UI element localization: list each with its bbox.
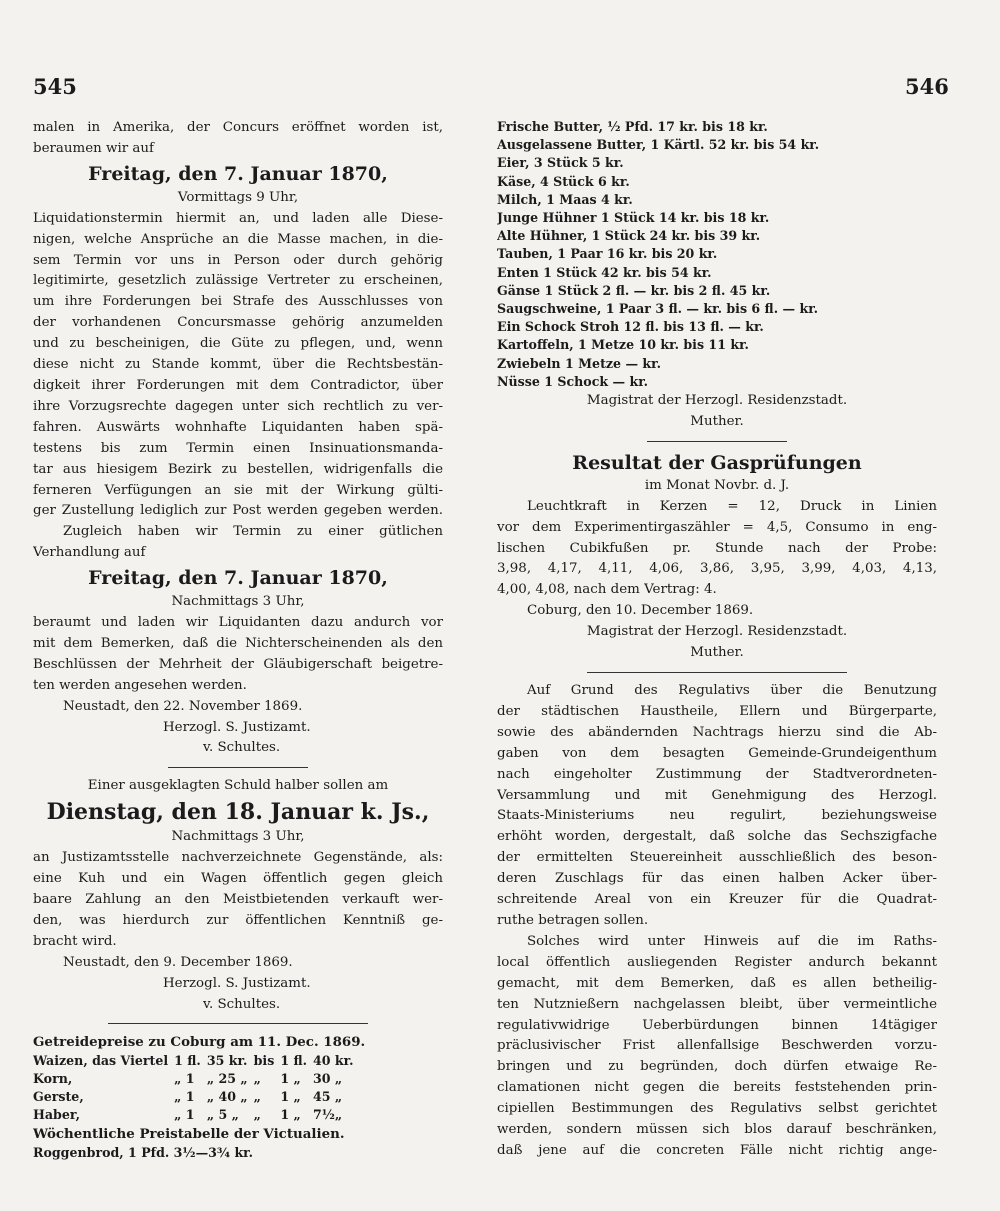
table-cell: 1 fl. xyxy=(280,1053,308,1069)
notice-line: gaben von dem besagten Gemeinde-Grundeigenthum xyxy=(497,745,937,761)
time-line: Vormittags 9 Uhr, xyxy=(177,189,299,205)
notice-line: ger Zustellung lediglich zur Post werden gegeben werden. xyxy=(33,503,443,519)
table-row xyxy=(33,1106,360,1124)
notice-line: tar aus hiesigem Bezirk zu bestellen, widrigenfalls die xyxy=(33,461,443,477)
notice-line: ten Nutznießern nachgelassen bleibt, über vermeintliche xyxy=(497,996,937,1012)
notice-line: fahren. Auswärts wohnhafte Liquidanten haben spä- xyxy=(33,419,443,435)
magistrate-name: Muther. xyxy=(690,413,744,429)
divider xyxy=(587,672,847,673)
table-cell: „ xyxy=(253,1089,261,1105)
notice-line: legitimirte, gesetzlich zulässige Vertreter zu erscheinen, xyxy=(33,273,443,289)
notice-line: Versammlung und mit Genehmigung des Herzogl. xyxy=(497,787,937,803)
magistrate-signature: Magistrat der Herzogl. Residenzstadt. xyxy=(586,393,848,409)
notice-line: Staats-Ministeriums neu regulirt, beziehungsweise xyxy=(497,808,937,824)
notice-line: Zugleich haben wir Termin zu einer gütlichen xyxy=(63,524,443,540)
auction-notice xyxy=(33,776,443,1015)
table-cell: 1 fl. xyxy=(174,1053,201,1069)
divider xyxy=(647,441,787,442)
notice-line: der vorhandenen Concursmasse gehörig anzumelden xyxy=(33,315,443,331)
list-item: Saugschweine, 1 Paar 3 fl. — kr. bis 6 fl. — kr. xyxy=(497,301,819,317)
date-heading: Freitag, den 7. Januar 1870, xyxy=(88,162,388,185)
date-heading: Freitag, den 7. Januar 1870, xyxy=(88,567,388,590)
list-item: Gänse 1 Stück 2 fl. — kr. bis 2 fl. 45 kr. xyxy=(497,282,771,298)
list-item: Zwiebeln 1 Metze — kr. xyxy=(497,355,662,371)
notice-line: bracht wird. xyxy=(33,933,117,949)
notice-line: gemacht, mit dem Bemerken, daß es allen betheilig- xyxy=(497,975,937,991)
notice-line: Liquidationstermin hiermit an, und laden alle Diese- xyxy=(33,210,443,226)
notice-line: bringen und zu begründen, doch dürfen etwaige Re- xyxy=(497,1059,937,1075)
gas-subtitle: im Monat Novbr. d. J. xyxy=(644,477,790,493)
regulation-notice xyxy=(497,681,937,1162)
notice-line: testens bis zum Termin einen Insinuationsmanda- xyxy=(33,440,443,456)
grain-prices-title: Getreidepreise zu Coburg am 11. Dec. 1869. xyxy=(33,1034,366,1051)
notice-line: digkeit ihrer Forderungen mit dem Contradictor, über xyxy=(33,377,443,393)
notice-line: an Justizamtsstelle nachverzeichnete Gegenstände, als: xyxy=(33,850,443,866)
bread-price: Roggenbrod, 1 Pfd. 3½—3¾ kr. xyxy=(33,1145,254,1161)
notice-line: ihre Vorzugsrechte dagegen unter sich rechtlich zu ver- xyxy=(33,398,443,414)
gas-test-results xyxy=(497,450,937,664)
list-item: Käse, 4 Stück 6 kr. xyxy=(497,173,630,189)
notice-line: malen in Amerika, der Concurs eröffnet worden ist, xyxy=(33,120,443,135)
notice-date: Neustadt, den 22. November 1869. xyxy=(63,698,303,714)
notice-line: schreitende Areal von ein Kreuzer für die Quadrat- xyxy=(497,892,937,908)
list-item: Ausgelassene Butter, 1 Kärtl. 52 kr. bis 54 kr. xyxy=(497,137,820,153)
gas-line: 4,00, 4,08, nach dem Vertrag: 4. xyxy=(497,582,717,598)
table-cell: 1 „ xyxy=(280,1071,301,1087)
notice-line: diese nicht zu Stande kommt, über die Rechtsbestän- xyxy=(33,357,443,373)
table-cell: bis xyxy=(253,1053,275,1069)
list-item: Nüsse 1 Schock — kr. xyxy=(497,373,649,389)
notice-line: Auf Grund des Regulativs über die Benutzung xyxy=(527,683,937,699)
notice-line: beraumt und laden wir Liquidanten dazu andurch vor xyxy=(33,615,443,631)
table-cell: 35 kr. xyxy=(206,1053,248,1069)
right-column xyxy=(497,118,937,1162)
table-row xyxy=(33,1088,360,1106)
list-item: Ein Schock Stroh 12 fl. bis 13 fl. — kr. xyxy=(497,319,764,335)
table-cell: 7½„ xyxy=(313,1107,343,1123)
notice-line: ten werden angesehen werden. xyxy=(33,677,247,693)
notice-line: Beschlüssen der Mehrheit der Gläubigerschaft beigetre- xyxy=(33,656,443,672)
table-cell: „ 40 „ xyxy=(206,1089,248,1105)
bankruptcy-notice xyxy=(33,118,443,759)
list-item: Alte Hühner, 1 Stück 24 kr. bis 39 kr. xyxy=(497,228,761,244)
table-cell: 40 kr. xyxy=(313,1053,354,1069)
magistrate-signature: Magistrat der Herzogl. Residenzstadt. xyxy=(586,624,848,640)
notice-line: local öffentlich ausliegenden Register andurch bekannt xyxy=(497,954,937,970)
victuals-title: Wöchentliche Preistabelle der Victualien. xyxy=(33,1126,345,1143)
table-cell: „ 1 xyxy=(174,1107,195,1123)
notice-line: sowie des abändernden Nachtrags hierzu sind die Ab- xyxy=(497,724,937,740)
grain-prices xyxy=(33,1032,443,1162)
notice-line: der städtischen Haustheile, Ellern und Bürgerparte, xyxy=(497,703,937,719)
gas-title: Resultat der Gasprüfungen xyxy=(572,451,862,474)
notice-line: eine Kuh und ein Wagen öffentlich gegen gleich xyxy=(33,871,443,887)
table-cell: „ xyxy=(253,1107,261,1123)
list-item: Tauben, 1 Paar 16 kr. bis 20 kr. xyxy=(497,246,718,262)
notice-signature: Herzogl. S. Justizamt. xyxy=(163,975,311,991)
notice-line: der ermittelten Steuereinheit ausschließlich des beson- xyxy=(497,850,937,866)
gas-line: Leuchtkraft in Kerzen = 12, Druck in Linien xyxy=(527,498,937,514)
table-cell: Waizen, das Viertel xyxy=(33,1053,169,1069)
notice-line: werden, sondern müssen sich blos darauf beschränken, xyxy=(497,1122,937,1138)
notice-line: deren Zuschlags für das einen halben Acker über- xyxy=(497,871,937,887)
table-cell: 30 „ xyxy=(313,1071,343,1087)
table-cell: „ 25 „ xyxy=(206,1071,248,1087)
notice-line: erhöht worden, dergestalt, daß solche das Sechszigfache xyxy=(497,829,937,845)
list-item: Frische Butter, ½ Pfd. 17 kr. bis 18 kr. xyxy=(497,119,768,134)
notice-signature: v. Schultes. xyxy=(203,740,281,756)
notice-line: beraumen wir auf xyxy=(33,140,154,156)
notice-line: nach eingeholter Zustimmung der Stadtverordneten- xyxy=(497,766,937,782)
notice-line: um ihre Forderungen bei Strafe des Ausschlusses von xyxy=(33,294,443,310)
table-row xyxy=(33,1070,360,1088)
list-item: Milch, 1 Maas 4 kr. xyxy=(497,191,633,207)
notice-line: cipiellen Bestimmungen des Regulativs selbst gerichtet xyxy=(497,1101,937,1117)
table-cell: „ 1 xyxy=(174,1071,195,1087)
table-cell: 1 „ xyxy=(280,1107,301,1123)
gas-line: lischen Cubikfußen pr. Stunde nach der Probe: xyxy=(497,540,937,556)
victuals-list xyxy=(497,118,937,391)
notice-line: baare Zahlung an den Meistbietenden verkauft wer- xyxy=(33,892,443,907)
time-line: Nachmittags 3 Uhr, xyxy=(171,594,305,610)
notice-line: präclusivischer Frist allenfallsige Beschwerden vorzu- xyxy=(497,1038,937,1054)
notice-line: Verhandlung auf xyxy=(33,545,146,561)
notice-line: Einer ausgeklagten Schuld halber sollen am xyxy=(87,778,389,794)
gas-date: Coburg, den 10. December 1869. xyxy=(527,603,754,619)
notice-line: ruthe betragen sollen. xyxy=(497,912,649,928)
notice-line: ferneren Verfügungen an sie mit der Wirkung gülti- xyxy=(33,482,443,498)
notice-date: Neustadt, den 9. December 1869. xyxy=(63,954,293,970)
notice-line: mit dem Bemerken, daß die Nichterscheinenden als den xyxy=(33,635,443,651)
table-cell: „ 5 „ xyxy=(206,1107,239,1123)
table-cell: 45 „ xyxy=(313,1089,343,1105)
gas-line: 3,98, 4,17, 4,11, 4,06, 3,86, 3,95, 3,99, 4,03, 4,13, xyxy=(497,561,937,577)
table-row xyxy=(33,1052,360,1070)
table-cell: Haber, xyxy=(33,1107,80,1123)
table-cell: „ 1 xyxy=(174,1089,195,1105)
table-cell: „ xyxy=(253,1071,261,1087)
table-cell: 1 „ xyxy=(280,1089,301,1105)
notice-line: sem Termin vor uns in Person oder durch gehörig xyxy=(33,252,443,268)
list-item: Eier, 3 Stück 5 kr. xyxy=(497,155,624,171)
notice-line: regulativwidrige Ueberbürdungen binnen 14tägiger xyxy=(497,1017,937,1033)
notice-line: Solches wird unter Hinweis auf die im Raths- xyxy=(527,933,937,949)
list-item: Enten 1 Stück 42 kr. bis 54 kr. xyxy=(497,264,712,280)
page-number-left: 545 xyxy=(33,74,77,99)
notice-line: den, was hierdurch zur öffentlichen Kenntniß ge- xyxy=(33,912,443,928)
left-column xyxy=(33,118,443,1162)
divider xyxy=(108,1023,368,1024)
notice-signature: Herzogl. S. Justizamt. xyxy=(163,719,311,735)
grain-price-table xyxy=(33,1052,360,1124)
list-item: Kartoffeln, 1 Metze 10 kr. bis 11 kr. xyxy=(497,337,749,353)
notice-line: clamationen nicht gegen die bereits feststehenden prin- xyxy=(497,1080,937,1096)
gas-line: vor dem Experimentirgaszähler = 4,5, Consumo in eng- xyxy=(497,519,937,535)
table-cell: Gerste, xyxy=(33,1089,84,1105)
notice-line: nigen, welche Ansprüche an die Masse machen, in die- xyxy=(33,231,443,247)
time-line: Nachmittags 3 Uhr, xyxy=(171,829,305,845)
table-cell: Korn, xyxy=(33,1071,73,1087)
date-heading: Dienstag, den 18. Januar k. Js., xyxy=(46,799,430,826)
magistrate-name: Muther. xyxy=(690,645,744,661)
notice-line: daß jene auf die concreten Fälle nicht richtig ange- xyxy=(497,1142,937,1158)
notice-line: und zu bescheinigen, die Güte zu pflegen, und, wenn xyxy=(33,336,443,352)
divider xyxy=(168,767,308,768)
list-item: Junge Hühner 1 Stück 14 kr. bis 18 kr. xyxy=(497,210,770,226)
notice-signature: v. Schultes. xyxy=(203,996,281,1012)
page-number-right: 546 xyxy=(905,74,949,99)
